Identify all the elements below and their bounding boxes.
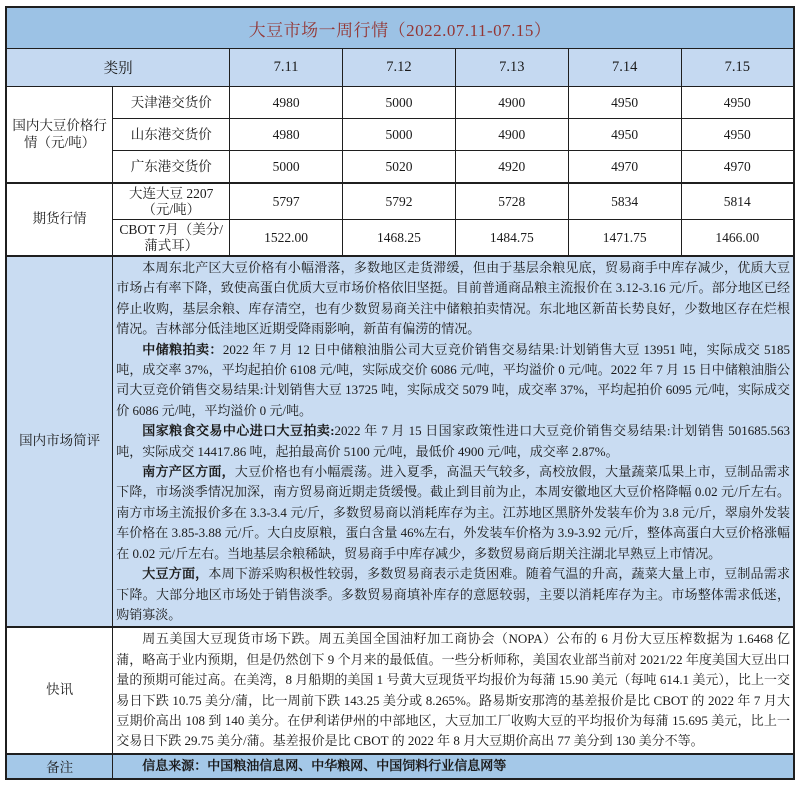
row-label-dalian-2207: 大连大豆 2207（元/吨） bbox=[113, 183, 230, 220]
header-row bbox=[6, 49, 794, 87]
futures-value: 5792 bbox=[343, 183, 456, 220]
date-header-1: 7.11 bbox=[230, 49, 343, 87]
section-label-review: 国内市场简评 bbox=[6, 256, 113, 627]
review-paragraphs bbox=[116, 258, 790, 625]
price-value: 4950 bbox=[681, 119, 794, 151]
paragraph-lead: 南方产区方面， bbox=[142, 464, 235, 480]
futures-value: 1468.25 bbox=[343, 220, 456, 257]
price-row-tianjin bbox=[6, 87, 794, 119]
futures-value: 5814 bbox=[681, 183, 794, 220]
date-header-2: 7.12 bbox=[343, 49, 456, 87]
paragraph: 国家粮食交易中心进口大豆拍卖:2022 年 7 月 15 日国家政策性进口大豆竞价销售交易结果:计划销售 501685.563 吨，实际成交 14417.86 吨，起拍最高价 5100 元/吨，最低价 4900 元/吨，成交率 2.87%。 bbox=[116, 423, 790, 459]
paragraph-lead: 国家粮食交易中心进口大豆拍卖: bbox=[142, 423, 335, 439]
section-label-remark: 备注 bbox=[6, 754, 113, 779]
price-row-guangdong bbox=[6, 151, 794, 184]
source-note: 信息来源：中国粮油信息网、中华粮网、中国饲料行业信息网等 bbox=[142, 758, 507, 774]
price-value: 5000 bbox=[230, 151, 343, 184]
paragraph: 南方产区方面，大豆价格也有小幅震荡。进入夏季，高温天气较多，高校放假，大量蔬菜瓜果上市，豆制品需求下降，市场淡季情况加深，南方贸易商近期走货缓慢。截止到目前为止，本周安徽地区大豆价格降幅 0.02 元/斤左右。南方市场主流报价多在 3.3-3.4 元/斤，多数贸易商以消耗库存为主。江苏地区黑脐外发装车价为 3.8 元/斤，翠扇外发装车价格在 3.85-3.88 元/斤。大白皮原粮，蛋白含量 46%左右，外发装车价格为 3.9-3.92 元/斤，整体高蛋白大豆价格涨幅在 0.02 元/斤左右。当地基层余粮稀缺，贸易商手中库存减少，多数贸易商后期关注湖北早熟豆上市情况。 bbox=[116, 464, 790, 561]
paragraph-lead: 中储粮拍卖： bbox=[142, 341, 223, 357]
paragraph: 中储粮拍卖：2022 年 7 月 12 日中储粮油脂公司大豆竞价销售交易结果:计划销售大豆 13951 吨，实际成交 5185 吨，成交率 37%，平均起拍价 6108 元/吨，实际成交价 6086 元/吨，平均溢价 0 元/吨。2022 年 7 月 15 日中储粮油脂公司大豆竞价销售交易结果:计划销售大豆 13725 吨，实际成交 5079 吨，成交率 37%，平均起拍价 6095 元/吨，实际成交价 6086 元/吨，平均溢价 0 元/吨。 bbox=[116, 341, 790, 418]
price-value: 4900 bbox=[455, 119, 568, 151]
futures-row-dalian bbox=[6, 183, 794, 220]
price-value: 4920 bbox=[455, 151, 568, 184]
remark-row bbox=[6, 754, 794, 779]
price-value: 4980 bbox=[230, 119, 343, 151]
price-row-shandong bbox=[6, 119, 794, 151]
price-value: 5000 bbox=[343, 87, 456, 119]
page-title: 大豆市场一周行情（2022.07.11-07.15） bbox=[6, 7, 794, 49]
news-content bbox=[113, 627, 794, 753]
paragraph: 大豆方面，本周下游采购积极性较弱，多数贸易商表示走货困难。随着气温的升高，蔬菜大量上市，豆制品需求下降。大部分地区市场处于销售淡季。多数贸易商填补库存的意愿较弱，主要以消耗库存为主。市场整体需求低迷，购销寡淡。 bbox=[116, 566, 790, 622]
section-label-domestic-price: 国内大豆价格行情（元/吨） bbox=[6, 87, 113, 184]
price-value: 4950 bbox=[681, 87, 794, 119]
review-content bbox=[113, 256, 794, 627]
price-value: 5000 bbox=[343, 119, 456, 151]
futures-value: 1466.00 bbox=[681, 220, 794, 257]
row-label-tianjin: 天津港交货价 bbox=[113, 87, 230, 119]
futures-value: 1484.75 bbox=[455, 220, 568, 257]
news-paragraphs bbox=[116, 629, 790, 751]
title-row bbox=[6, 7, 794, 49]
section-label-futures: 期货行情 bbox=[6, 183, 113, 256]
row-label-shandong: 山东港交货价 bbox=[113, 119, 230, 151]
category-header: 类别 bbox=[6, 49, 230, 87]
futures-value: 1471.75 bbox=[568, 220, 681, 257]
price-value: 5020 bbox=[343, 151, 456, 184]
news-row bbox=[6, 627, 794, 753]
futures-value: 5797 bbox=[230, 183, 343, 220]
row-label-cbot-july: CBOT 7月（美分/蒲式耳） bbox=[113, 220, 230, 257]
date-header-3: 7.13 bbox=[455, 49, 568, 87]
paragraph-lead: 大豆方面， bbox=[142, 566, 209, 582]
remark-content bbox=[113, 754, 794, 779]
review-row bbox=[6, 256, 794, 627]
futures-value: 5728 bbox=[455, 183, 568, 220]
price-value: 4900 bbox=[455, 87, 568, 119]
paragraph: 本周东北产区大豆价格有小幅滑落，多数地区走货滞缓，但由于基层余粮见底，贸易商手中库存减少，优质大豆市场占有率下降，致使高蛋白优质大豆市场价格依旧坚挺。目前普通商品粮主流报价在 3.12-3.16 元/斤。部分地区已经停止收购，基层余粮、库存清空，也有少数贸易商关注中储粮拍卖情况。东北地区新苗长势良好，少数地区存在烂根情况。吉林部分低洼地区近期受降雨影响，新苗有偏涝的情况。 bbox=[116, 260, 790, 337]
row-label-guangdong: 广东港交货价 bbox=[113, 151, 230, 184]
futures-row-cbot bbox=[6, 220, 794, 257]
price-value: 4970 bbox=[681, 151, 794, 184]
futures-value: 5834 bbox=[568, 183, 681, 220]
price-value: 4950 bbox=[568, 119, 681, 151]
date-header-4: 7.14 bbox=[568, 49, 681, 87]
price-value: 4980 bbox=[230, 87, 343, 119]
price-value: 4970 bbox=[568, 151, 681, 184]
date-header-5: 7.15 bbox=[681, 49, 794, 87]
price-value: 4950 bbox=[568, 87, 681, 119]
futures-value: 1522.00 bbox=[230, 220, 343, 257]
paragraph: 周五美国大豆现货市场下跌。周五美国全国油籽加工商协会（NOPA）公布的 6 月份大豆压榨数据为 1.6468 亿蒲，略高于业内预期，但是仍然创下 9 个月来的最低值。一些分析师称，美国农业部当前对 2021/22 年度美国大豆出口量的预期可能过高。在美湾，8 月船期的美国 1 号黄大豆现货平均报价为每蒲 15.90 美元（每吨 614.1 美元），比上一交易日下跌 10.75 美分/蒲，比一周前下跌 143.25 美分或 8.265%。路易斯安那湾的基差报价是比 CBOT 的 2022 年 7 月大豆期价高出 108 到 140 美分。在伊利诺伊州的中部地区，大豆加工厂收购大豆的平均报价为每蒲 15.695 美元，比上一交易日下跌 29.75 美分/蒲。基差报价是比 CBOT 的 2022 年 8 月大豆期价高出 77 美分到 130 美分不等。 bbox=[116, 631, 790, 749]
section-label-news: 快讯 bbox=[6, 627, 113, 753]
soybean-weekly-table bbox=[5, 6, 795, 780]
